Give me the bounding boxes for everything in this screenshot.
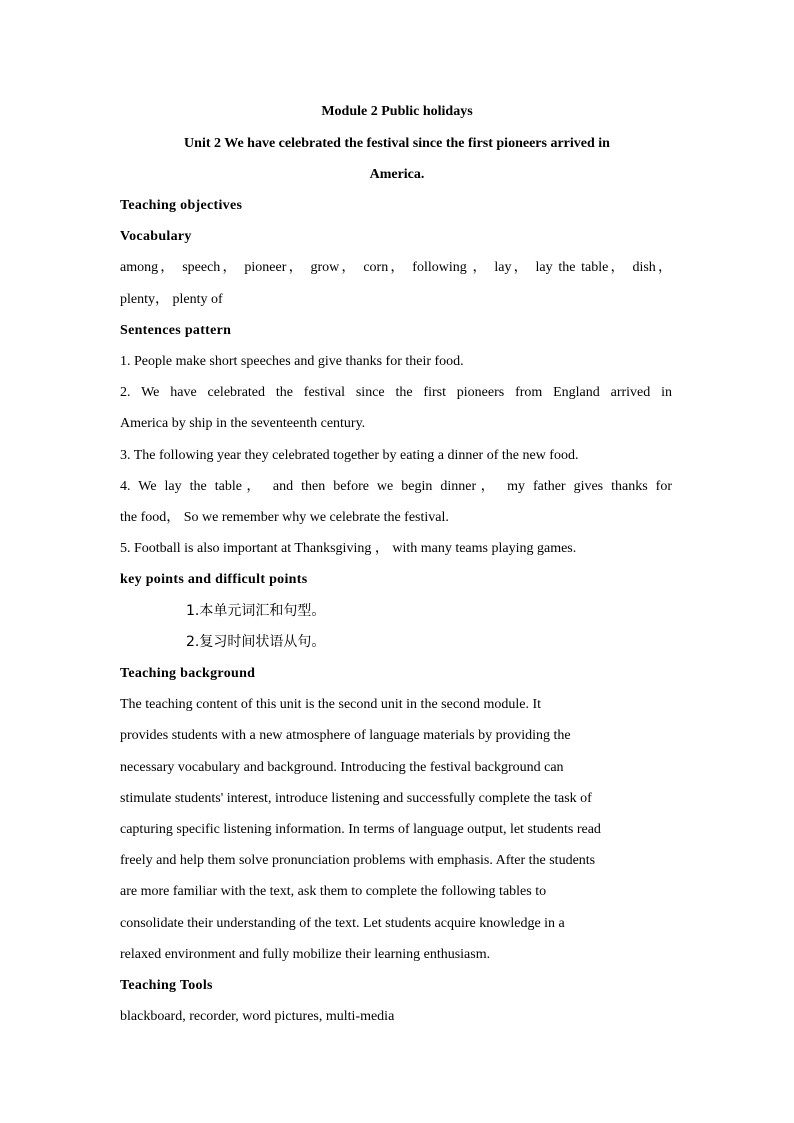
sentence-2-line1: 2. We have celebrated the festival since the first pioneers from England arrived in [120, 385, 672, 400]
objectives-heading: Teaching objectives [120, 198, 243, 213]
sentence-1: 1. People make short speeches and give thanks for their food. [120, 354, 464, 369]
background-line: provides students with a new atmosphere of language materials by providing the [120, 728, 571, 743]
background-line: capturing specific listening information. In terms of language output, let students read [120, 822, 601, 837]
background-line: relaxed environment and fully mobilize their learning enthusiasm. [120, 947, 491, 962]
tools-heading: Teaching Tools [120, 978, 213, 993]
key-point-2: 2.复习时间状语从句。 [186, 634, 326, 650]
background-line: necessary vocabulary and background. Introducing the festival background can [120, 760, 564, 775]
sentence-3: 3. The following year they celebrated together by eating a dinner of the new food. [120, 448, 579, 463]
background-heading: Teaching background [120, 666, 256, 681]
sentences-heading: Sentences pattern [120, 323, 232, 338]
tools-content: blackboard, recorder, word pictures, multi-media [120, 1009, 395, 1024]
vocabulary-line1: among， speech， pioneer， grow， corn， following ， lay， lay the table， dish， [120, 260, 672, 275]
module-title: Module 2 Public holidays [321, 104, 473, 119]
sentence-2-line2: America by ship in the seventeenth century. [120, 416, 366, 431]
background-line: consolidate their understanding of the text. Let students acquire knowledge in a [120, 916, 565, 931]
vocabulary-heading: Vocabulary [120, 229, 192, 244]
unit-title-line1: Unit 2 We have celebrated the festival since the first pioneers arrived in [184, 136, 610, 151]
unit-title-line2: America. [369, 167, 425, 182]
background-line: stimulate students' interest, introduce listening and successfully complete the task of [120, 791, 592, 806]
sentence-5: 5. Football is also important at Thanksgiving ， with many teams playing games. [120, 541, 577, 556]
background-line: The teaching content of this unit is the second unit in the second module. It [120, 697, 542, 712]
vocabulary-line2: plenty， plenty of [120, 292, 223, 307]
key-point-1: 1.本单元词汇和句型。 [186, 603, 326, 619]
sentence-4-line2: the food， So we remember why we celebrate the festival. [120, 510, 449, 525]
background-line: are more familiar with the text, ask them to complete the following tables to [120, 884, 547, 899]
background-line: freely and help them solve pronunciation problems with emphasis. After the students [120, 853, 596, 868]
key-points-heading: key points and difficult points [120, 572, 308, 587]
sentence-4-line1: 4. We lay the table， and then before we begin dinner， my father gives thanks for [120, 479, 672, 494]
